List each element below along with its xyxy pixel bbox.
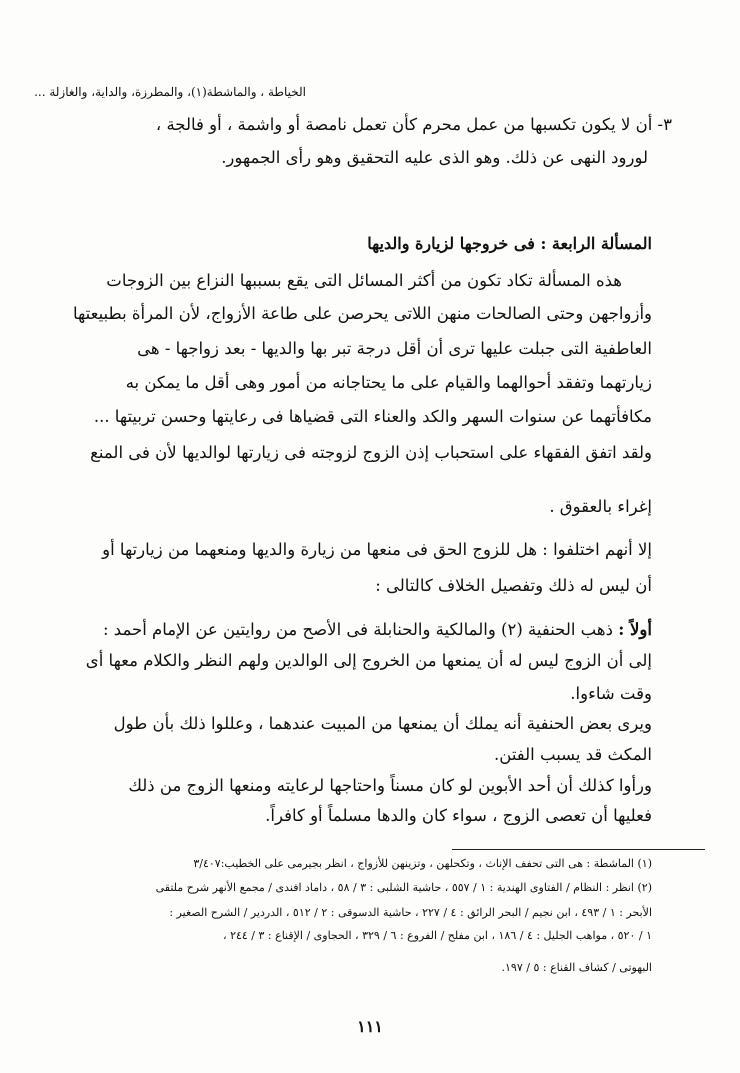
paragraph-line: فعليها أن تعصى الزوج ، سواء كان والدها مسلماً أو كافراً. xyxy=(265,806,652,825)
list-item-3: ٣- أن لا يكون تكسبها من عمل محرم كأن تعمل نامصة أو واشمة ، أو فالجة ، xyxy=(155,115,672,134)
paragraph-line xyxy=(103,620,652,640)
paragraph-line: ويرى بعض الحنفية أنه يملك أن يمنعها من المبيت عندهما ، وعللوا ذلك بأن طول xyxy=(113,714,652,733)
paragraph-line: ورأوا كذلك أن أحد الأبوين لو كان مسناً واحتاجها لرعايته ومنعها الزوج من ذلك xyxy=(128,776,652,795)
paragraph-line: أن ليس له ذلك وتفصيل الخلاف كالتالى : xyxy=(375,576,652,595)
footnote: (١) الماشطة : هى التى تحفف الإناث ، وتكحلهن ، وتزينهن للأزواج ، انظر بجيرمى على الخطيب:٣/٤٠٧ xyxy=(193,857,652,870)
paragraph-line: إلى أن الزوج ليس له أن يمنعها من الخروج إلى الوالدين ولهم النظر والكلام معها أى xyxy=(85,651,652,670)
paragraph-line: العاطفية التى جبلت عليها ترى أن أقل درجة تبر بها والديها - بعد زواجها - هى xyxy=(137,339,652,358)
paragraph-line: هذه المسألة تكاد تكون من أكثر المسائل التى يقع بسببها النزاع بين الزوجات xyxy=(106,271,622,290)
ordinal-lead: أولاً : xyxy=(618,620,652,639)
footnote: ١ / ٥٢٠ ، مواهب الجليل : ٤ / ١٨٦ ، ابن مفلح / الفروع : ٦ / ٣٢٩ ، الحجاوى / الإقناع : ٣ / ٢٤٤ ، xyxy=(223,929,652,942)
paragraph-line: المكث قد يسبب الفتن. xyxy=(494,745,652,764)
page-number: ١١١ xyxy=(357,1017,383,1036)
paragraph-line: وأزواجهن وحتى الصالحات منهن اللاتى يحرصن على طاعة الأزواج، لأن المرأة بطبيعتها xyxy=(73,304,652,323)
paragraph-line: ولقد اتفق الفقهاء على استحباب إذن الزوج لزوجته فى زيارتها لوالديها لأن فى المنع xyxy=(90,443,652,462)
text-line: لورود النهى عن ذلك. وهو الذى عليه التحقيق وهو رأى الجمهور. xyxy=(221,148,648,167)
paragraph-line: إلا أنهم اختلفوا : هل للزوج الحق فى منعها من زيارة والديها ومنعهما من زيارتها أو xyxy=(102,540,652,559)
footnote: البهوتى / كشاف القناع : ٥ / ١٩٧. xyxy=(501,961,652,974)
section-heading: المسألة الرابعة : فى خروجها لزيارة والديها xyxy=(367,234,652,253)
footnote: الأبحر : ١ / ٤٩٣ ، ابن نجيم / البحر الرائق : ٤ / ٢٢٧ ، حاشية الدسوقى : ٢ / ٥١٢ ، الدردير / الشرح الصغير : xyxy=(169,906,652,919)
footnote-divider xyxy=(452,849,705,850)
footnote: (٢) انظر : النظام / الفتاوى الهندية : ١ / ٥٥٧ ، حاشية الشلبى : ٣ / ٥٨ ، داماد افندى / مجمع الأنهر شرح ملتقى xyxy=(155,881,652,894)
paragraph-line: مكافأتهما عن سنوات السهر والكد والعناء التى قضياها فى رعايتها وحسن تربيتها ... xyxy=(93,407,652,426)
text-line: الخياطة ، والماشطة(١)، والمطرزة، والداية، والغازلة ... xyxy=(34,85,306,99)
paragraph-line: وقت شاءوا. xyxy=(570,684,652,703)
paragraph-line: إغراء بالعقوق . xyxy=(549,497,652,516)
paragraph-text: ذهب الحنفية (٢) والمالكية والحنابلة فى الأصح من روايتين عن الإمام أحمد : xyxy=(102,620,613,639)
paragraph-line: زيارتهما وتفقد أحوالهما والقيام على ما يحتاجانه من أمور وهى أقل ما يمكن به xyxy=(125,373,652,392)
